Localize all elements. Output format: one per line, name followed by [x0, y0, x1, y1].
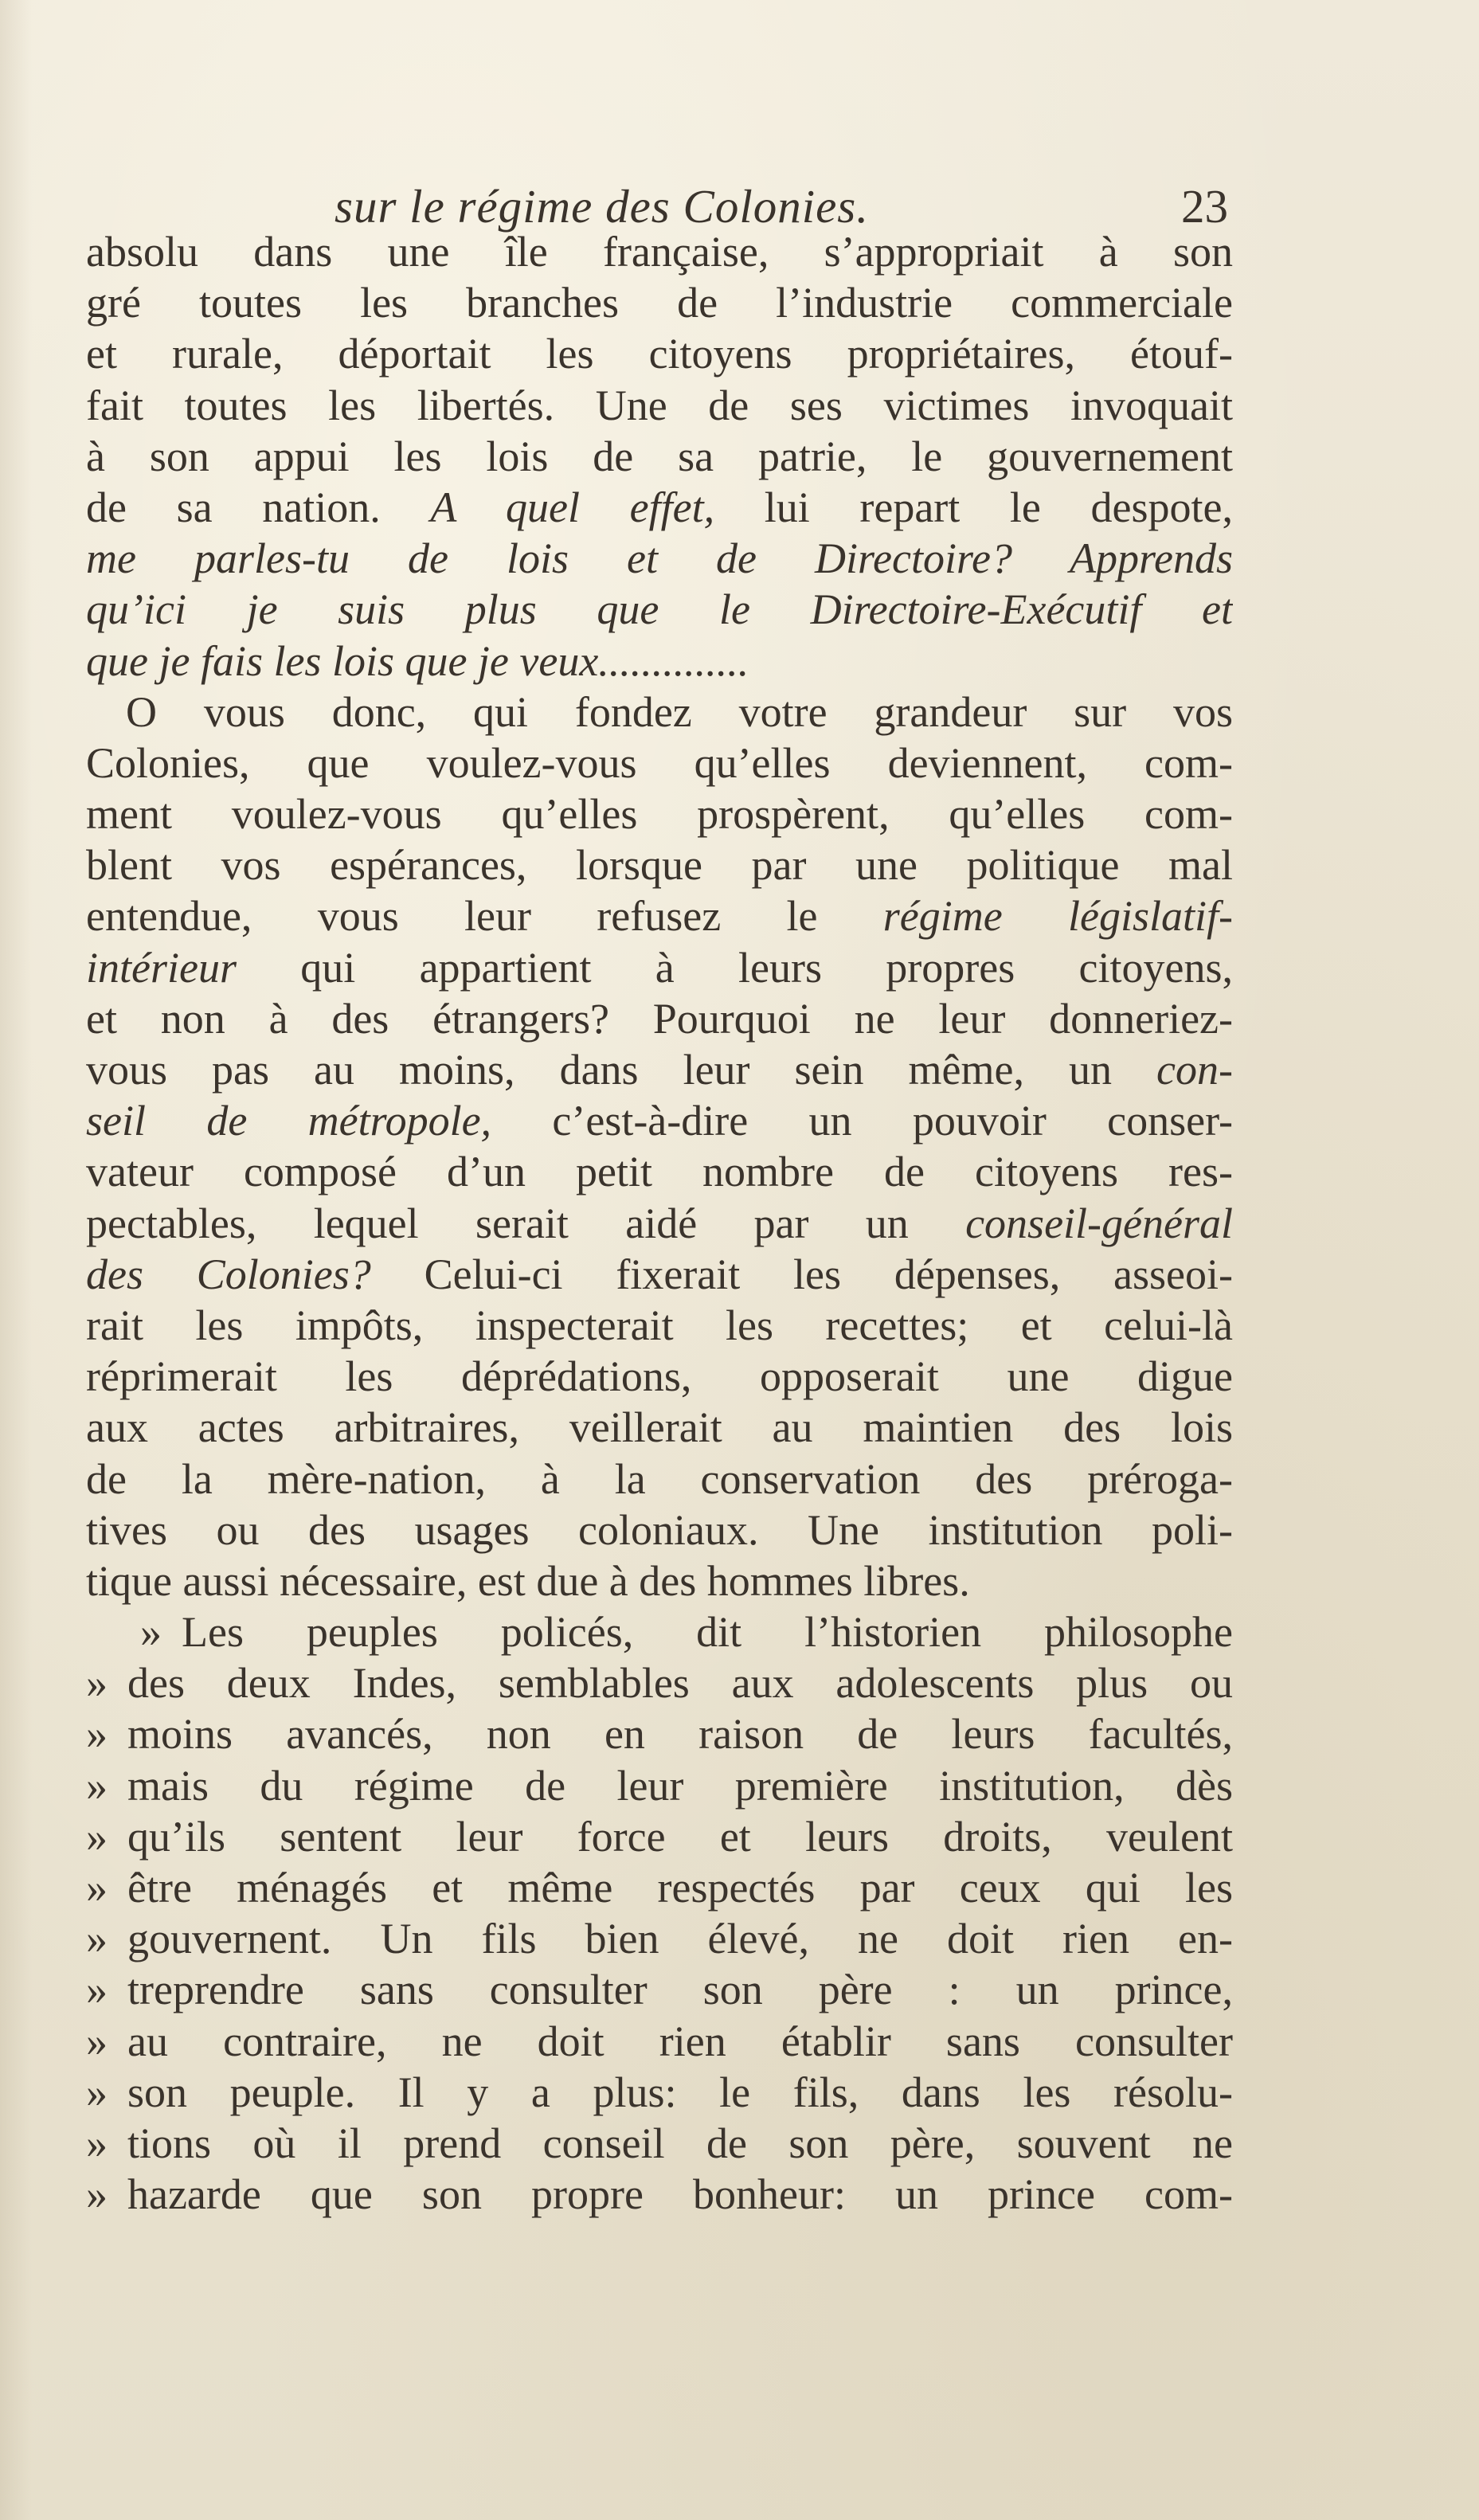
quote-mark: » — [86, 2170, 108, 2219]
text-line: aux actes arbitraires, veillerait au maintien des lois — [86, 1403, 1233, 1452]
quote-line — [86, 1964, 1233, 2015]
quote-mark: » — [86, 2119, 108, 2167]
text-line — [86, 482, 1233, 533]
italic-run: intérieur — [86, 943, 237, 992]
text-run: pectables, lequel serait aidé par un — [86, 1199, 966, 1247]
text-line: ment voulez-vous qu’elles prospèrent, qu’elles com- — [86, 790, 1233, 839]
quote-line — [86, 1760, 1233, 1811]
quote-mark: » — [86, 1915, 108, 1963]
text-run: entendue, vous leur refusez le — [86, 892, 883, 941]
text-run: Celui-ci fixerait les dépenses, asseoi- — [370, 1250, 1233, 1298]
text-line — [86, 533, 1233, 584]
paragraph-start: O vous donc, qui fondez votre grandeur sur vos — [126, 687, 1233, 736]
text-run: vous pas au moins, dans leur sein même, un — [86, 1046, 1157, 1094]
running-title: sur le régime des Colonies. — [335, 180, 870, 233]
text-line — [86, 584, 1233, 635]
italic-run: conseil-général — [965, 1199, 1233, 1247]
quote-text: être ménagés et même respectés par ceux qui les — [127, 1864, 1233, 1912]
quote-line — [86, 1811, 1233, 1862]
quote-text: moins avancés, non en raison de leurs facultés, — [127, 1710, 1233, 1759]
text-line: tives ou des usages coloniaux. Une institution poli- — [86, 1505, 1233, 1554]
text-line — [86, 1249, 1233, 1300]
text-line: vateur composé d’un petit nombre de citoyens res- — [86, 1148, 1233, 1196]
quote-text: tions où il prend conseil de son père, souvent ne — [127, 2119, 1233, 2167]
quote-line — [86, 2118, 1233, 2169]
quote-line — [86, 1913, 1233, 1964]
text-line: fait toutes les libertés. Une de ses victimes invoquait — [86, 381, 1233, 429]
quote-mark: » — [140, 1608, 162, 1657]
quote-text: au contraire, ne doit rien établir sans consulter — [127, 2017, 1233, 2065]
italic-line: me parles-tu de lois et de Directoire? Apprends — [86, 534, 1233, 583]
text-line: à son appui les lois de sa patrie, le gouvernement — [86, 432, 1233, 480]
quote-text: treprendre sans consulter son père : un prince, — [127, 1966, 1233, 2014]
italic-run: A quel effet, — [430, 483, 715, 531]
text-line: réprimerait les déprédations, opposerait une digue — [86, 1352, 1233, 1401]
text-line: gré toutes les branches de l’industrie commerciale — [86, 279, 1233, 327]
quote-mark: » — [86, 1864, 108, 1912]
text-line: et rurale, déportait les citoyens propriétaires, étouf- — [86, 330, 1233, 378]
italic-line: qu’ici je suis plus que le Directoire-Exécutif et — [86, 585, 1233, 634]
quote-mark: » — [86, 2017, 108, 2065]
quote-line — [86, 1606, 1233, 1657]
text-line: absolu dans une île française, s’appropriait à son — [86, 228, 1233, 276]
italic-line: que je fais les lois que je veux.............. — [86, 636, 749, 685]
italic-run: con- — [1156, 1046, 1233, 1094]
text-line — [86, 1198, 1233, 1249]
text-line — [86, 1095, 1233, 1146]
text-line: et non à des étrangers? Pourquoi ne leur donneriez- — [86, 994, 1233, 1043]
text-line: blent vos espérances, lorsque par une politique mal — [86, 841, 1233, 890]
text-run: lui repart le despote, — [714, 483, 1233, 531]
quote-text: son peuple. Il y a plus: le fils, dans les résolu- — [127, 2068, 1233, 2116]
quote-mark: » — [86, 1812, 108, 1861]
quote-text: qu’ils sentent leur force et leurs droits, veulent — [127, 1812, 1233, 1861]
quote-mark: » — [86, 1710, 108, 1759]
text-line — [86, 942, 1233, 993]
quote-text: des deux Indes, semblables aux adolescents plus ou — [127, 1659, 1233, 1708]
italic-run: seil de métropole, — [86, 1097, 492, 1145]
text-line — [86, 1044, 1233, 1095]
body-text — [86, 226, 1233, 2220]
quote-mark: » — [86, 1966, 108, 2014]
gutter-shadow — [0, 0, 32, 2520]
quote-line — [86, 1862, 1233, 1913]
quote-mark: » — [86, 1761, 108, 1810]
text-run: c’est-à-dire un pouvoir conser- — [491, 1097, 1233, 1145]
text-line: de la mère-nation, à la conservation des préroga- — [86, 1454, 1233, 1503]
quote-line — [86, 2169, 1233, 2220]
quote-text: mais du régime de leur première institution, dès — [127, 1761, 1233, 1810]
quote-line — [86, 1708, 1233, 1759]
italic-run: régime législatif- — [882, 892, 1233, 941]
text-run: qui appartient à leurs propres citoyens, — [236, 943, 1233, 992]
text-line: rait les impôts, inspecterait les recettes; et celui-là — [86, 1301, 1233, 1349]
quote-line — [86, 2067, 1233, 2118]
quote-line — [86, 2016, 1233, 2067]
text-line: tique aussi nécessaire, est due à des hommes libres. — [86, 1556, 970, 1605]
text-line — [86, 890, 1233, 941]
page-number: 23 — [1181, 180, 1228, 233]
quote-text: gouvernent. Un fils bien élevé, ne doit rien en- — [127, 1915, 1233, 1963]
quote-mark: » — [86, 1659, 108, 1708]
quote-text: hazarde que son propre bonheur: un prince com- — [127, 2170, 1233, 2219]
text-run: de sa nation. — [86, 483, 431, 531]
quote-text: Les peuples policés, dit l’historien philosophe — [182, 1608, 1233, 1657]
text-line: Colonies, que voulez-vous qu’elles deviennent, com- — [86, 738, 1233, 787]
text-line — [86, 636, 1233, 687]
quote-line — [86, 1657, 1233, 1708]
quote-mark: » — [86, 2068, 108, 2116]
italic-run: des Colonies? — [86, 1250, 371, 1298]
